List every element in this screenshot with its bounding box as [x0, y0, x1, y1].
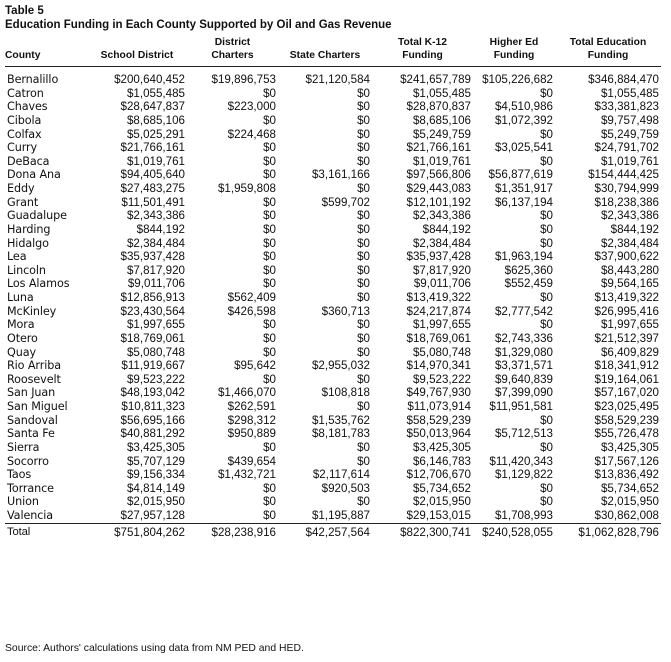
district-charters-cell: $439,654	[227, 454, 276, 468]
table-row	[5, 264, 661, 278]
total-k12-cell: $2,015,950	[412, 495, 471, 509]
higher-ed-cell: $4,510,986	[494, 100, 553, 114]
total-k12-cell: $11,073,914	[407, 400, 471, 413]
school-district-cell: $2,015,950	[126, 495, 185, 509]
state-charters-cell: $2,117,614	[312, 468, 370, 482]
column-header-text: Funding	[493, 50, 535, 61]
column-header-text: State Charters	[289, 50, 361, 61]
district-charters-cell: $19,896,753	[211, 73, 276, 86]
total-k12-cell: $35,937,428	[406, 250, 471, 264]
total-k12-cell: $13,419,322	[406, 291, 471, 304]
source-note: Source: Authors' calculations using data from NM PED and HED.	[5, 643, 304, 654]
county-name-cell: Catron	[7, 86, 44, 100]
table-row	[5, 482, 661, 496]
total-k12-cell: $29,443,083	[406, 182, 471, 195]
total-education-cell: $346,884,470	[588, 73, 659, 86]
total-education-cell: $844,192	[610, 222, 659, 236]
table-title: Education Funding in Each County Supported by Oil and Gas Revenue	[5, 19, 392, 31]
table-row	[5, 291, 661, 305]
higher-ed-cell: $0	[540, 413, 553, 427]
county-name-cell: Grant	[7, 195, 39, 209]
state-charters-cell: $0	[357, 440, 370, 454]
school-district-cell: $3,425,305	[126, 440, 185, 454]
school-district-cell: $1,055,485	[126, 86, 185, 100]
higher-ed-cell: $1,329,080	[494, 345, 553, 359]
total-education-cell: $6,409,829	[600, 345, 659, 359]
county-name-cell: Otero	[7, 331, 38, 345]
county-name-cell: Guadalupe	[7, 209, 67, 223]
table-row	[5, 209, 661, 223]
higher-ed-cell: $2,777,542	[494, 304, 553, 318]
county-name-cell: Dona Ana	[7, 168, 61, 182]
county-name-cell: Torrance	[7, 481, 54, 495]
state-charters-cell: $1,535,762	[311, 413, 370, 427]
district-charters-cell: $298,312	[227, 413, 276, 427]
school-district-cell: $5,707,129	[126, 454, 185, 468]
district-charters-cell: $0	[263, 250, 276, 264]
total-k12-cell: $1,055,485	[412, 86, 471, 100]
school-district-cell: $9,156,334	[126, 468, 185, 482]
state-charters-cell: $1,195,887	[311, 509, 370, 522]
total-education-cell: $9,757,498	[600, 113, 659, 127]
higher-ed-cell: $0	[540, 481, 553, 495]
district-charters-cell: $0	[263, 263, 276, 277]
state-charters-cell: $0	[357, 345, 370, 359]
school-district-cell: $200,640,452	[114, 73, 185, 86]
state-charters-cell: $0	[357, 141, 370, 155]
total-k12-cell: $6,146,783	[412, 454, 471, 468]
header-row	[5, 36, 661, 67]
district-charters-cell: $1,466,070	[217, 386, 276, 400]
state-charters-cell: $0	[357, 400, 370, 413]
higher-ed-cell: $0	[540, 154, 553, 168]
school-district-cell: $7,817,920	[126, 263, 185, 277]
district-charters-cell: $0	[263, 318, 276, 332]
district-charters-cell: $0	[263, 141, 276, 155]
total-education-cell: $13,419,322	[594, 291, 659, 304]
total-education-cell: $1,019,761	[600, 154, 659, 168]
school-district-cell: $1,019,761	[126, 154, 185, 168]
column-header-higher-ed	[473, 36, 555, 67]
total-k12-cell: $24,217,874	[406, 304, 471, 318]
state-charters-cell: $21,120,584	[305, 73, 370, 86]
state-charters-cell: $0	[357, 236, 370, 250]
higher-ed-cell: $6,137,194	[494, 195, 553, 209]
state-charters-cell: $0	[357, 250, 370, 264]
county-name-cell: San Juan	[7, 386, 56, 400]
state-charters-cell: $0	[357, 263, 370, 277]
total-k12-cell: $3,425,305	[412, 440, 471, 454]
table-row	[5, 87, 661, 101]
district-charters-cell: $0	[263, 440, 276, 454]
total-k12-cell: $1,997,655	[412, 318, 471, 332]
column-header-text: Total K-12	[397, 37, 447, 48]
district-charters-cell: $562,409	[227, 291, 276, 304]
county-name-cell: Lea	[7, 250, 27, 264]
table-row	[5, 168, 661, 182]
total-k12-cell: $49,767,930	[406, 386, 471, 400]
column-header-text: District	[214, 37, 251, 48]
column-header-total-education	[555, 36, 661, 67]
county-name-cell: Santa Fe	[7, 427, 55, 441]
school-district-cell: $40,881,292	[120, 427, 185, 441]
table-label: Table 5	[5, 5, 44, 17]
state-charters-cell: $0	[357, 277, 370, 291]
table-row	[5, 441, 661, 455]
total-education-cell: $8,443,280	[600, 263, 659, 277]
higher-ed-cell: $105,226,682	[482, 73, 553, 86]
column-header-text: Higher Ed	[489, 37, 539, 48]
table-row	[5, 196, 661, 210]
school-district-cell: $4,814,149	[126, 481, 185, 495]
county-name-cell: Sandoval	[7, 413, 58, 427]
total-k12-cell: $9,523,222	[412, 372, 471, 386]
total-k12-cell: $1,019,761	[412, 154, 471, 168]
total-education-cell: $2,384,484	[600, 236, 659, 250]
higher-ed-cell: $2,743,336	[494, 331, 553, 345]
county-name-cell: Union	[7, 495, 39, 509]
county-name-cell: Lincoln	[7, 263, 46, 277]
total-k12-cell: $12,706,670	[406, 468, 471, 482]
district-charters-cell: $262,591	[227, 400, 276, 413]
total-school-district-cell: $751,804,262	[87, 523, 187, 539]
higher-ed-cell: $7,399,090	[494, 386, 553, 400]
state-charters-cell: $599,702	[321, 195, 370, 209]
state-charters-cell: $0	[357, 100, 370, 114]
county-name-cell: Rio Arriba	[7, 359, 62, 373]
state-charters-cell: $0	[357, 182, 370, 195]
total-k12-cell: $50,013,964	[406, 427, 471, 441]
total-label-cell: Total	[5, 523, 87, 539]
total-k12-cell: $29,153,015	[406, 509, 471, 522]
district-charters-cell: $0	[263, 345, 276, 359]
total-education-cell: $30,794,999	[594, 182, 659, 195]
district-charters-cell: $426,598	[227, 304, 276, 318]
total-education-cell: $13,836,492	[594, 468, 659, 482]
table-row	[5, 468, 661, 482]
state-charters-cell: $0	[357, 318, 370, 332]
table-row	[5, 373, 661, 387]
column-header-state-charters	[278, 36, 372, 67]
total-k12-cell: $2,343,386	[412, 209, 471, 223]
total-k12-cell: $58,529,239	[406, 413, 471, 427]
district-charters-cell: $0	[263, 509, 276, 522]
higher-ed-cell: $0	[540, 86, 553, 100]
total-education-cell: $2,015,950	[600, 495, 659, 509]
total-district-charters-cell: $28,238,916	[187, 523, 278, 539]
total-higher-ed-cell: $240,528,055	[473, 523, 555, 539]
higher-ed-cell: $3,025,541	[494, 141, 553, 155]
district-charters-cell: $0	[263, 113, 276, 127]
higher-ed-cell: $11,951,581	[489, 400, 553, 413]
state-charters-cell: $0	[357, 222, 370, 236]
total-k12-cell: $12,101,192	[406, 195, 471, 209]
school-district-cell: $11,501,491	[121, 195, 185, 209]
county-name-cell: San Miguel	[7, 400, 68, 413]
table-row	[5, 277, 661, 291]
school-district-cell: $27,957,128	[120, 509, 185, 522]
table-row	[5, 114, 661, 128]
table-caption	[5, 4, 392, 32]
higher-ed-cell: $0	[540, 318, 553, 332]
state-charters-cell: $3,161,166	[311, 168, 370, 182]
school-district-cell: $21,766,161	[120, 141, 185, 155]
state-charters-cell: $0	[357, 331, 370, 345]
column-header-text: Funding	[402, 50, 443, 61]
district-charters-cell: $0	[263, 236, 276, 250]
total-k12-cell: $97,566,806	[406, 168, 471, 182]
state-charters-cell: $0	[357, 495, 370, 509]
school-district-cell: $12,856,913	[120, 291, 185, 304]
district-charters-cell: $0	[263, 222, 276, 236]
total-k12-cell: $5,080,748	[412, 345, 471, 359]
state-charters-cell: $360,713	[321, 304, 370, 318]
district-charters-cell: $95,642	[234, 359, 276, 373]
total-k12-cell: $241,657,789	[400, 73, 471, 86]
state-charters-cell: $0	[357, 154, 370, 168]
school-district-cell: $23,430,564	[120, 304, 185, 318]
table-row	[5, 414, 661, 428]
district-charters-cell: $224,468	[227, 127, 276, 141]
district-charters-cell: $0	[263, 195, 276, 209]
column-header-total-k12	[372, 36, 473, 67]
total-k12-cell: $5,734,652	[412, 481, 471, 495]
county-name-cell: Chaves	[7, 100, 48, 114]
higher-ed-cell: $9,640,839	[494, 372, 553, 386]
school-district-cell: $2,384,484	[126, 236, 185, 250]
higher-ed-cell: $625,360	[504, 263, 553, 277]
district-charters-cell: $0	[263, 495, 276, 509]
column-header-text: Charters	[211, 50, 254, 61]
higher-ed-cell: $56,877,619	[488, 168, 553, 182]
county-name-cell: Hidalgo	[7, 236, 49, 250]
table-row	[5, 67, 661, 87]
total-k12-cell: $844,192	[422, 222, 471, 236]
county-name-cell: Curry	[7, 141, 38, 155]
school-district-cell: $11,919,667	[121, 359, 185, 373]
district-charters-cell: $0	[263, 209, 276, 223]
table-row	[5, 509, 661, 523]
higher-ed-cell: $11,420,343	[489, 454, 553, 468]
higher-ed-cell: $1,072,392	[494, 113, 553, 127]
total-education-cell: $58,529,239	[594, 413, 659, 427]
state-charters-cell: $920,503	[321, 481, 370, 495]
total-education-cell: $21,512,397	[594, 331, 659, 345]
total-education-cell: $37,900,622	[594, 250, 659, 264]
county-name-cell: Sierra	[7, 440, 40, 454]
school-district-cell: $844,192	[136, 222, 185, 236]
table-row	[5, 155, 661, 169]
total-education-cell: $17,567,126	[594, 454, 659, 468]
total-education-cell: $23,025,495	[594, 400, 659, 413]
total-total-education-cell: $1,062,828,796	[555, 523, 661, 539]
total-education-cell: $18,341,912	[594, 359, 659, 373]
county-name-cell: Cibola	[7, 113, 42, 127]
total-k12-cell: $9,011,706	[413, 277, 471, 291]
total-k12-cell: $18,769,061	[406, 331, 471, 345]
total-education-cell: $18,238,386	[594, 195, 659, 209]
total-k12-cell: $2,384,484	[412, 236, 471, 250]
total-k12-cell: $14,970,341	[406, 359, 471, 373]
county-name-cell: Eddy	[7, 182, 35, 195]
column-header-text: Total Education	[569, 37, 647, 48]
county-name-cell: Socorro	[7, 454, 49, 468]
table-row	[5, 250, 661, 264]
county-name-cell: Bernalillo	[7, 73, 59, 86]
school-district-cell: $18,769,061	[120, 331, 185, 345]
state-charters-cell: $0	[357, 86, 370, 100]
district-charters-cell: $0	[263, 372, 276, 386]
county-name-cell: McKinley	[7, 304, 57, 318]
county-name-cell: Taos	[7, 468, 32, 482]
column-header-county	[5, 36, 87, 67]
higher-ed-cell: $0	[540, 209, 553, 223]
table-row	[5, 237, 661, 251]
school-district-cell: $9,523,222	[126, 372, 185, 386]
table-row	[5, 141, 661, 155]
district-charters-cell: $223,000	[227, 100, 276, 114]
total-education-cell: $2,343,386	[600, 209, 659, 223]
total-education-cell: $26,995,416	[594, 304, 659, 318]
column-header-text: County	[5, 50, 41, 61]
district-charters-cell: $0	[263, 277, 276, 291]
school-district-cell: $8,685,106	[126, 113, 185, 127]
total-state-charters-cell: $42,257,564	[278, 523, 372, 539]
school-district-cell: $94,405,640	[120, 168, 185, 182]
table-row	[5, 318, 661, 332]
state-charters-cell: $0	[357, 454, 370, 468]
table-row	[5, 346, 661, 360]
higher-ed-cell: $552,459	[504, 277, 553, 291]
school-district-cell: $28,647,837	[120, 100, 185, 114]
total-education-cell: $1,055,485	[600, 86, 659, 100]
total-total-k12-cell: $822,300,741	[372, 523, 473, 539]
table-row	[5, 332, 661, 346]
higher-ed-cell: $1,351,917	[494, 182, 553, 195]
column-header-district-charters	[187, 36, 278, 67]
state-charters-cell: $8,181,783	[311, 427, 370, 441]
state-charters-cell: $0	[357, 113, 370, 127]
county-name-cell: Mora	[7, 318, 35, 332]
total-education-cell: $9,564,165	[600, 277, 659, 291]
total-k12-cell: $21,766,161	[406, 141, 471, 155]
school-district-cell: $48,193,042	[120, 386, 185, 400]
county-name-cell: Quay	[7, 345, 36, 359]
total-education-cell: $33,381,823	[594, 100, 659, 114]
higher-ed-cell: $0	[540, 495, 553, 509]
total-education-cell: $19,164,061	[594, 372, 659, 386]
school-district-cell: $5,080,748	[126, 345, 185, 359]
state-charters-cell: $0	[357, 372, 370, 386]
state-charters-cell: $0	[357, 127, 370, 141]
table-row	[5, 100, 661, 114]
school-district-cell: $27,483,275	[120, 182, 185, 195]
total-education-cell: $55,726,478	[594, 427, 659, 441]
table-row	[5, 427, 661, 441]
state-charters-cell: $2,955,032	[311, 359, 370, 373]
higher-ed-cell: $0	[540, 440, 553, 454]
school-district-cell: $1,997,655	[126, 318, 185, 332]
total-education-cell: $5,734,652	[600, 481, 659, 495]
school-district-cell: $5,025,291	[126, 127, 185, 141]
total-k12-cell: $28,870,837	[406, 100, 471, 114]
total-education-cell: $24,791,702	[594, 141, 659, 155]
total-row	[5, 523, 661, 539]
total-k12-cell: $7,817,920	[412, 263, 471, 277]
district-charters-cell: $0	[263, 481, 276, 495]
table-body	[5, 67, 661, 524]
county-name-cell: Colfax	[7, 127, 42, 141]
district-charters-cell: $950,889	[227, 427, 276, 441]
school-district-cell: $9,011,706	[127, 277, 185, 291]
district-charters-cell: $1,959,808	[217, 182, 276, 195]
higher-ed-cell: $3,371,571	[494, 359, 553, 373]
higher-ed-cell: $1,708,993	[494, 509, 553, 522]
school-district-cell: $10,811,323	[121, 400, 185, 413]
table-row	[5, 305, 661, 319]
table-row	[5, 359, 661, 373]
column-header-school-district	[87, 36, 187, 67]
total-education-cell: $5,249,759	[600, 127, 659, 141]
total-k12-cell: $5,249,759	[412, 127, 471, 141]
district-charters-cell: $0	[263, 331, 276, 345]
higher-ed-cell: $0	[540, 127, 553, 141]
table-row	[5, 455, 661, 469]
higher-ed-cell: $1,963,194	[494, 250, 553, 264]
county-name-cell: Harding	[7, 222, 51, 236]
district-charters-cell: $1,432,721	[217, 468, 276, 482]
education-funding-table	[5, 36, 661, 539]
school-district-cell: $2,343,386	[126, 209, 185, 223]
county-name-cell: DeBaca	[7, 154, 50, 168]
total-education-cell: $3,425,305	[600, 440, 659, 454]
district-charters-cell: $0	[263, 154, 276, 168]
total-education-cell: $30,862,008	[594, 509, 659, 522]
higher-ed-cell: $5,712,513	[494, 427, 553, 441]
school-district-cell: $35,937,428	[120, 250, 185, 264]
higher-ed-cell: $1,129,822	[494, 468, 553, 482]
county-name-cell: Roosevelt	[7, 372, 61, 386]
county-name-cell: Luna	[7, 291, 34, 304]
table-row	[5, 182, 661, 196]
county-name-cell: Valencia	[7, 509, 54, 522]
total-education-cell: $57,167,020	[594, 386, 659, 400]
district-charters-cell: $0	[263, 86, 276, 100]
state-charters-cell: $0	[357, 209, 370, 223]
total-education-cell: $154,444,425	[588, 168, 659, 182]
state-charters-cell: $0	[357, 291, 370, 304]
district-charters-cell: $0	[263, 168, 276, 182]
county-name-cell: Los Alamos	[7, 277, 70, 291]
column-header-text: Funding	[587, 50, 629, 61]
table-row	[5, 128, 661, 142]
column-header-text: School District	[100, 50, 174, 61]
table-row	[5, 223, 661, 237]
state-charters-cell: $108,818	[321, 386, 370, 400]
school-district-cell: $56,695,166	[120, 413, 185, 427]
table-row	[5, 386, 661, 400]
total-education-cell: $1,997,655	[600, 318, 659, 332]
higher-ed-cell: $0	[540, 291, 553, 304]
higher-ed-cell: $0	[540, 222, 553, 236]
table-row	[5, 495, 661, 509]
table-row	[5, 400, 661, 414]
higher-ed-cell: $0	[540, 236, 553, 250]
total-k12-cell: $8,685,106	[412, 113, 471, 127]
